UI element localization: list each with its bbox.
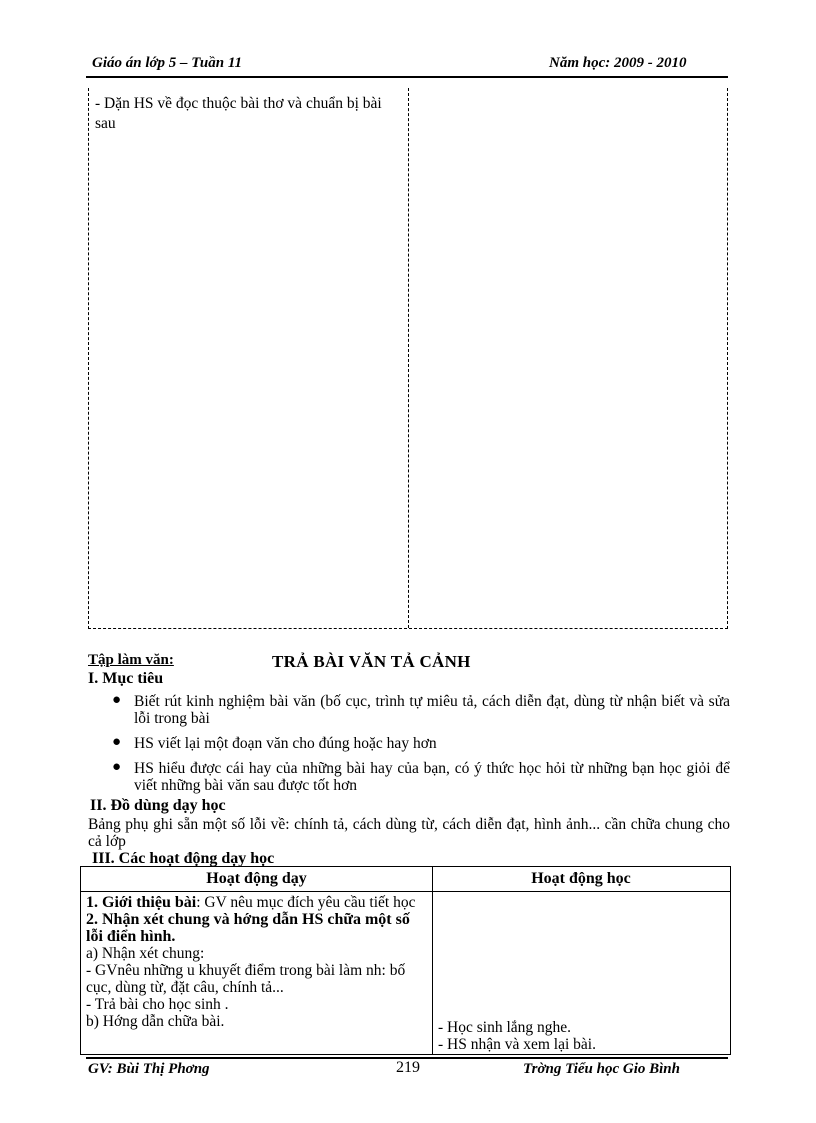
teacher-step: - Trả bài cho học sinh . <box>86 996 229 1013</box>
bullet-icon: ● <box>112 692 122 708</box>
objective-text: HS viết lại một đoạn văn cho đúng hoặc hay hơn <box>134 735 437 752</box>
review-step-title: 2. Nhận xét chung và hớng dẫn HS chữa một số lỗi điển hình. <box>86 911 410 945</box>
intro-step-title: 1. Giới thiệu bài <box>86 894 197 911</box>
activities-table <box>80 866 731 1055</box>
section-materials-heading: II. Đồ dùng dạy học <box>90 797 226 814</box>
column-header-teacher: Hoạt động dạy <box>206 870 307 887</box>
correction-label: b) Hớng dẫn chữa bài. <box>86 1013 225 1030</box>
footer-school: Trờng Tiểu học Gio Bình <box>523 1061 680 1077</box>
student-step: - Học sinh lắng nghe. <box>438 1019 572 1036</box>
list-item <box>108 760 730 794</box>
subject-label: Tập làm văn: <box>88 652 174 668</box>
materials-text: Bảng phụ ghi sẵn một số lỗi về: chính tả, cách dùng từ, cách diễn đạt, hình ảnh... cần chữa chung cho cả lớp <box>88 816 730 850</box>
table-column-divider <box>432 867 433 1054</box>
list-item <box>108 735 730 752</box>
intro-step-text: : GV nêu mục đích yêu cầu tiết học <box>196 894 416 911</box>
header-school-year: Năm học: 2009 - 2010 <box>549 55 687 71</box>
objective-text: HS hiểu được cái hay của những bài hay của bạn, có ý thức học hỏi từ những bạn học giỏi để viết những bài văn sau được tốt hơn <box>134 760 730 794</box>
intro-step <box>86 894 428 911</box>
bullet-icon: ● <box>112 759 122 775</box>
table-cell-left: - Dặn HS về đọc thuộc bài thơ và chuẩn bị bài sau <box>95 95 382 132</box>
column-header-student: Hoạt động học <box>531 870 631 887</box>
teacher-activities <box>86 894 428 1030</box>
teacher-step: - GVnêu những u khuyết điểm trong bài làm nh: bố cục, dùng từ, đặt câu, chính tả... <box>86 962 406 996</box>
table-header-rule <box>81 891 730 892</box>
section-activities-heading: III. Các hoạt động dạy học <box>92 850 275 867</box>
objectives-list <box>108 693 730 802</box>
header-title: Giáo án lớp 5 – Tuần 11 <box>92 55 243 71</box>
section-objectives-heading: I. Mục tiêu <box>88 670 164 687</box>
header-rule <box>86 76 728 78</box>
list-item <box>108 693 730 727</box>
table-column-divider <box>408 88 409 628</box>
bullet-icon: ● <box>112 734 122 750</box>
general-review-label: a) Nhận xét chung: <box>86 945 205 962</box>
objective-text: Biết rút kinh nghiệm bài văn (bố cục, trình tự miêu tả, cách diễn đạt, dùng từ nhận biết và sửa lỗi trong bài <box>134 693 730 727</box>
footer-teacher: GV: Bùi Thị Phơng <box>88 1061 210 1077</box>
page-number: 219 <box>396 1059 420 1076</box>
continuation-table <box>88 88 728 629</box>
student-activities <box>438 1019 728 1053</box>
student-step: - HS nhận và xem lại bài. <box>438 1036 596 1053</box>
lesson-title: TRẢ BÀI VĂN TẢ CẢNH <box>272 652 471 671</box>
